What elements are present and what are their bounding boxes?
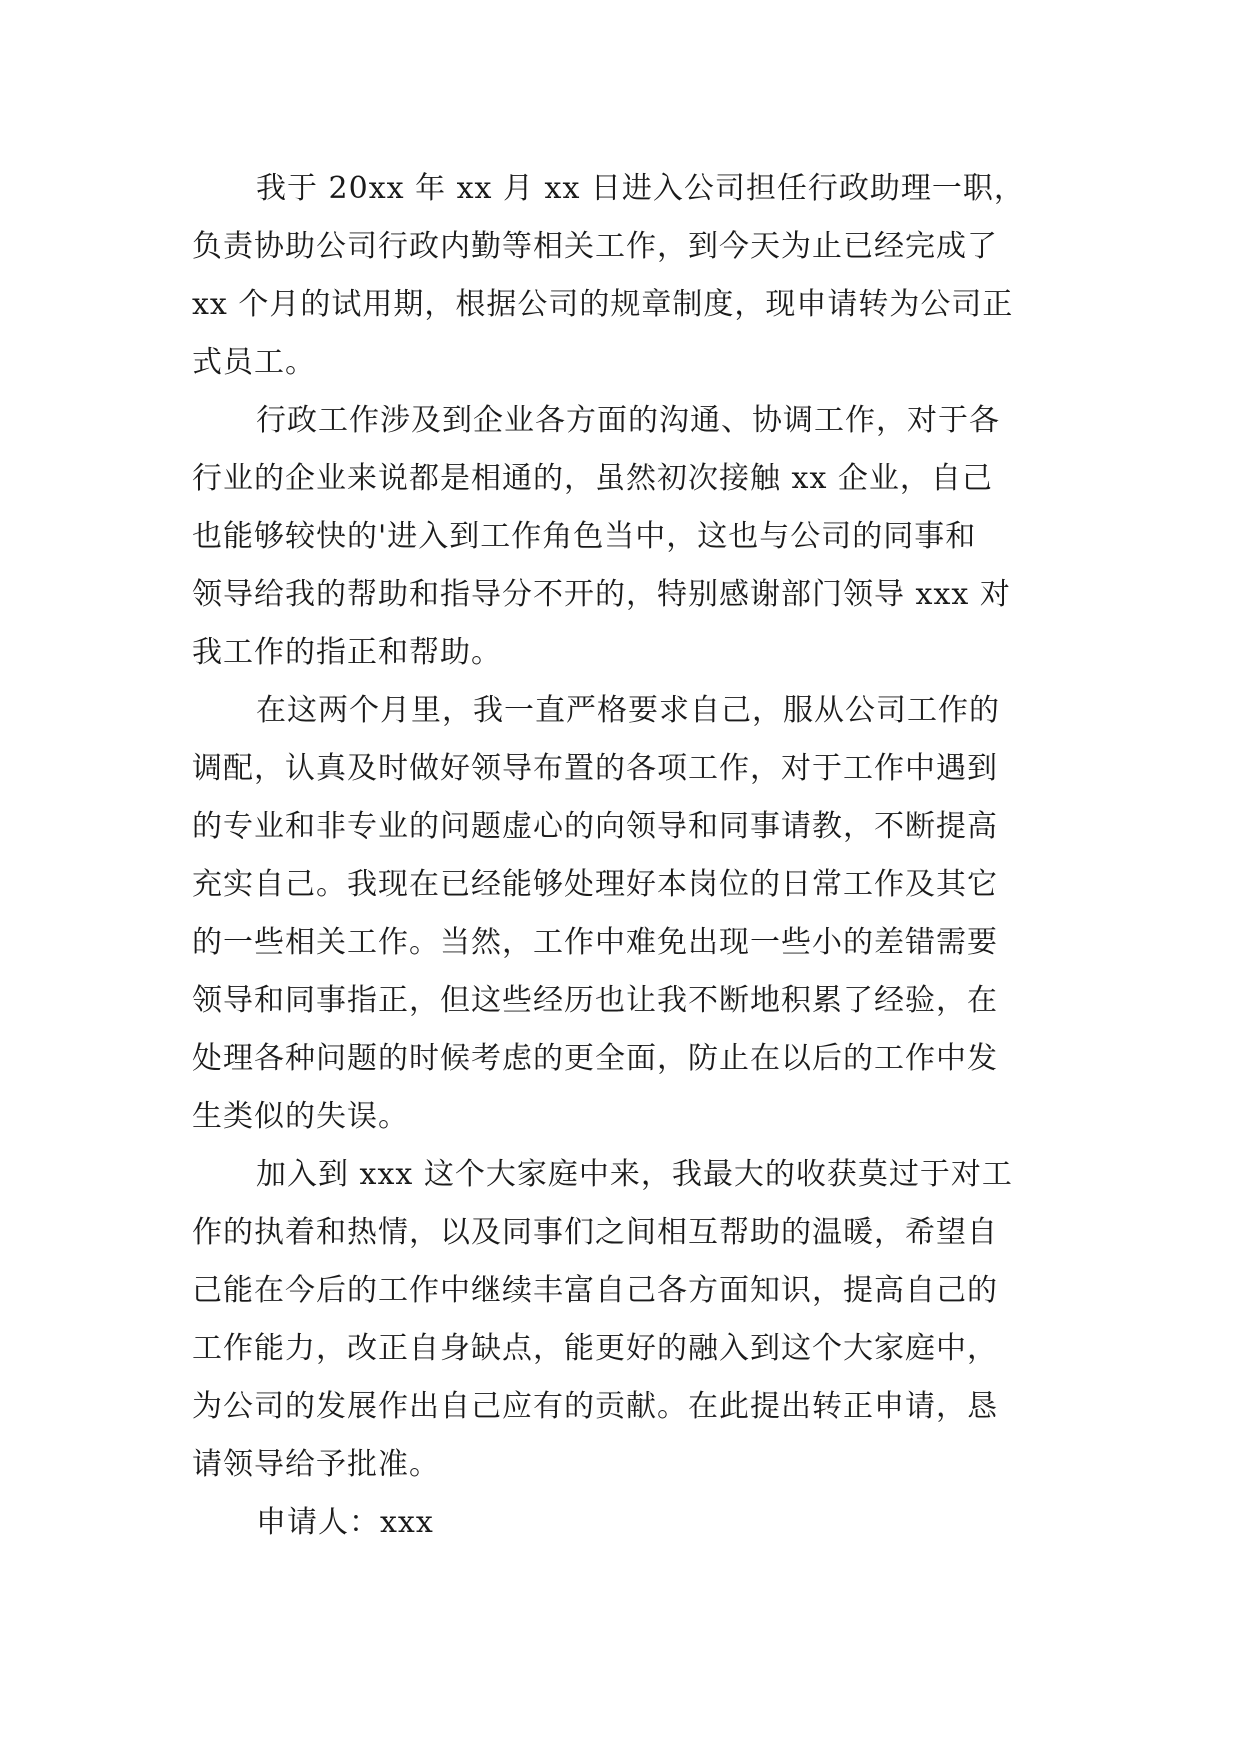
signature-line — [192, 1494, 1052, 1552]
text-line: 处理各种问题的时候考虑的更全面，防止在以后的工作中发 — [192, 1041, 998, 1076]
text-line: 行业的企业来说都是相通的，虽然初次接触 xx 企业，自己 — [192, 461, 993, 496]
signature-text: 申请人：xxx — [256, 1505, 434, 1540]
text-line: 的专业和非专业的问题虚心的向领导和同事请教，不断提高 — [192, 809, 998, 844]
text-line: 工作能力，改正自身缺点，能更好的融入到这个大家庭中， — [192, 1331, 998, 1366]
text-line: xx 个月的试用期，根据公司的规章制度，现申请转为公司正 — [192, 287, 1014, 322]
text-line: 我工作的指正和帮助。 — [192, 635, 502, 670]
text-line: 行政工作涉及到企业各方面的沟通、协调工作，对于各 — [256, 403, 1000, 438]
text-line: 加入到 xxx 这个大家庭中来，我最大的收获莫过于对工 — [256, 1157, 1013, 1192]
document-body — [192, 160, 1052, 1552]
text-line: 请领导给予批准。 — [192, 1447, 440, 1482]
text-line: 在这两个月里，我一直严格要求自己，服从公司工作的 — [256, 693, 1000, 728]
text-line: 领导和同事指正，但这些经历也让我不断地积累了经验，在 — [192, 983, 998, 1018]
text-line: 也能够较快的'进入到工作角色当中，这也与公司的同事和 — [192, 519, 977, 554]
text-line: 我于 20xx 年 xx 月 xx 日进入公司担任行政助理一职， — [256, 171, 1025, 206]
paragraph-3 — [192, 682, 1052, 1146]
paragraph-2 — [192, 392, 1052, 682]
text-line: 式员工。 — [192, 345, 316, 380]
text-line: 调配，认真及时做好领导布置的各项工作，对于工作中遇到 — [192, 751, 998, 786]
paragraph-4 — [192, 1146, 1052, 1494]
text-line: 生类似的失误。 — [192, 1099, 409, 1134]
text-line: 己能在今后的工作中继续丰富自己各方面知识，提高自己的 — [192, 1273, 998, 1308]
text-line: 负责协助公司行政内勤等相关工作，到今天为止已经完成了 — [192, 229, 998, 264]
text-line: 的一些相关工作。当然，工作中难免出现一些小的差错需要 — [192, 925, 998, 960]
text-line: 作的执着和热情，以及同事们之间相互帮助的温暖，希望自 — [192, 1215, 998, 1250]
text-line: 领导给我的帮助和指导分不开的，特别感谢部门领导 xxx 对 — [192, 577, 1011, 612]
text-line: 为公司的发展作出自己应有的贡献。在此提出转正申请，恳 — [192, 1389, 998, 1424]
text-line: 充实自己。我现在已经能够处理好本岗位的日常工作及其它 — [192, 867, 998, 902]
paragraph-1 — [192, 160, 1052, 392]
